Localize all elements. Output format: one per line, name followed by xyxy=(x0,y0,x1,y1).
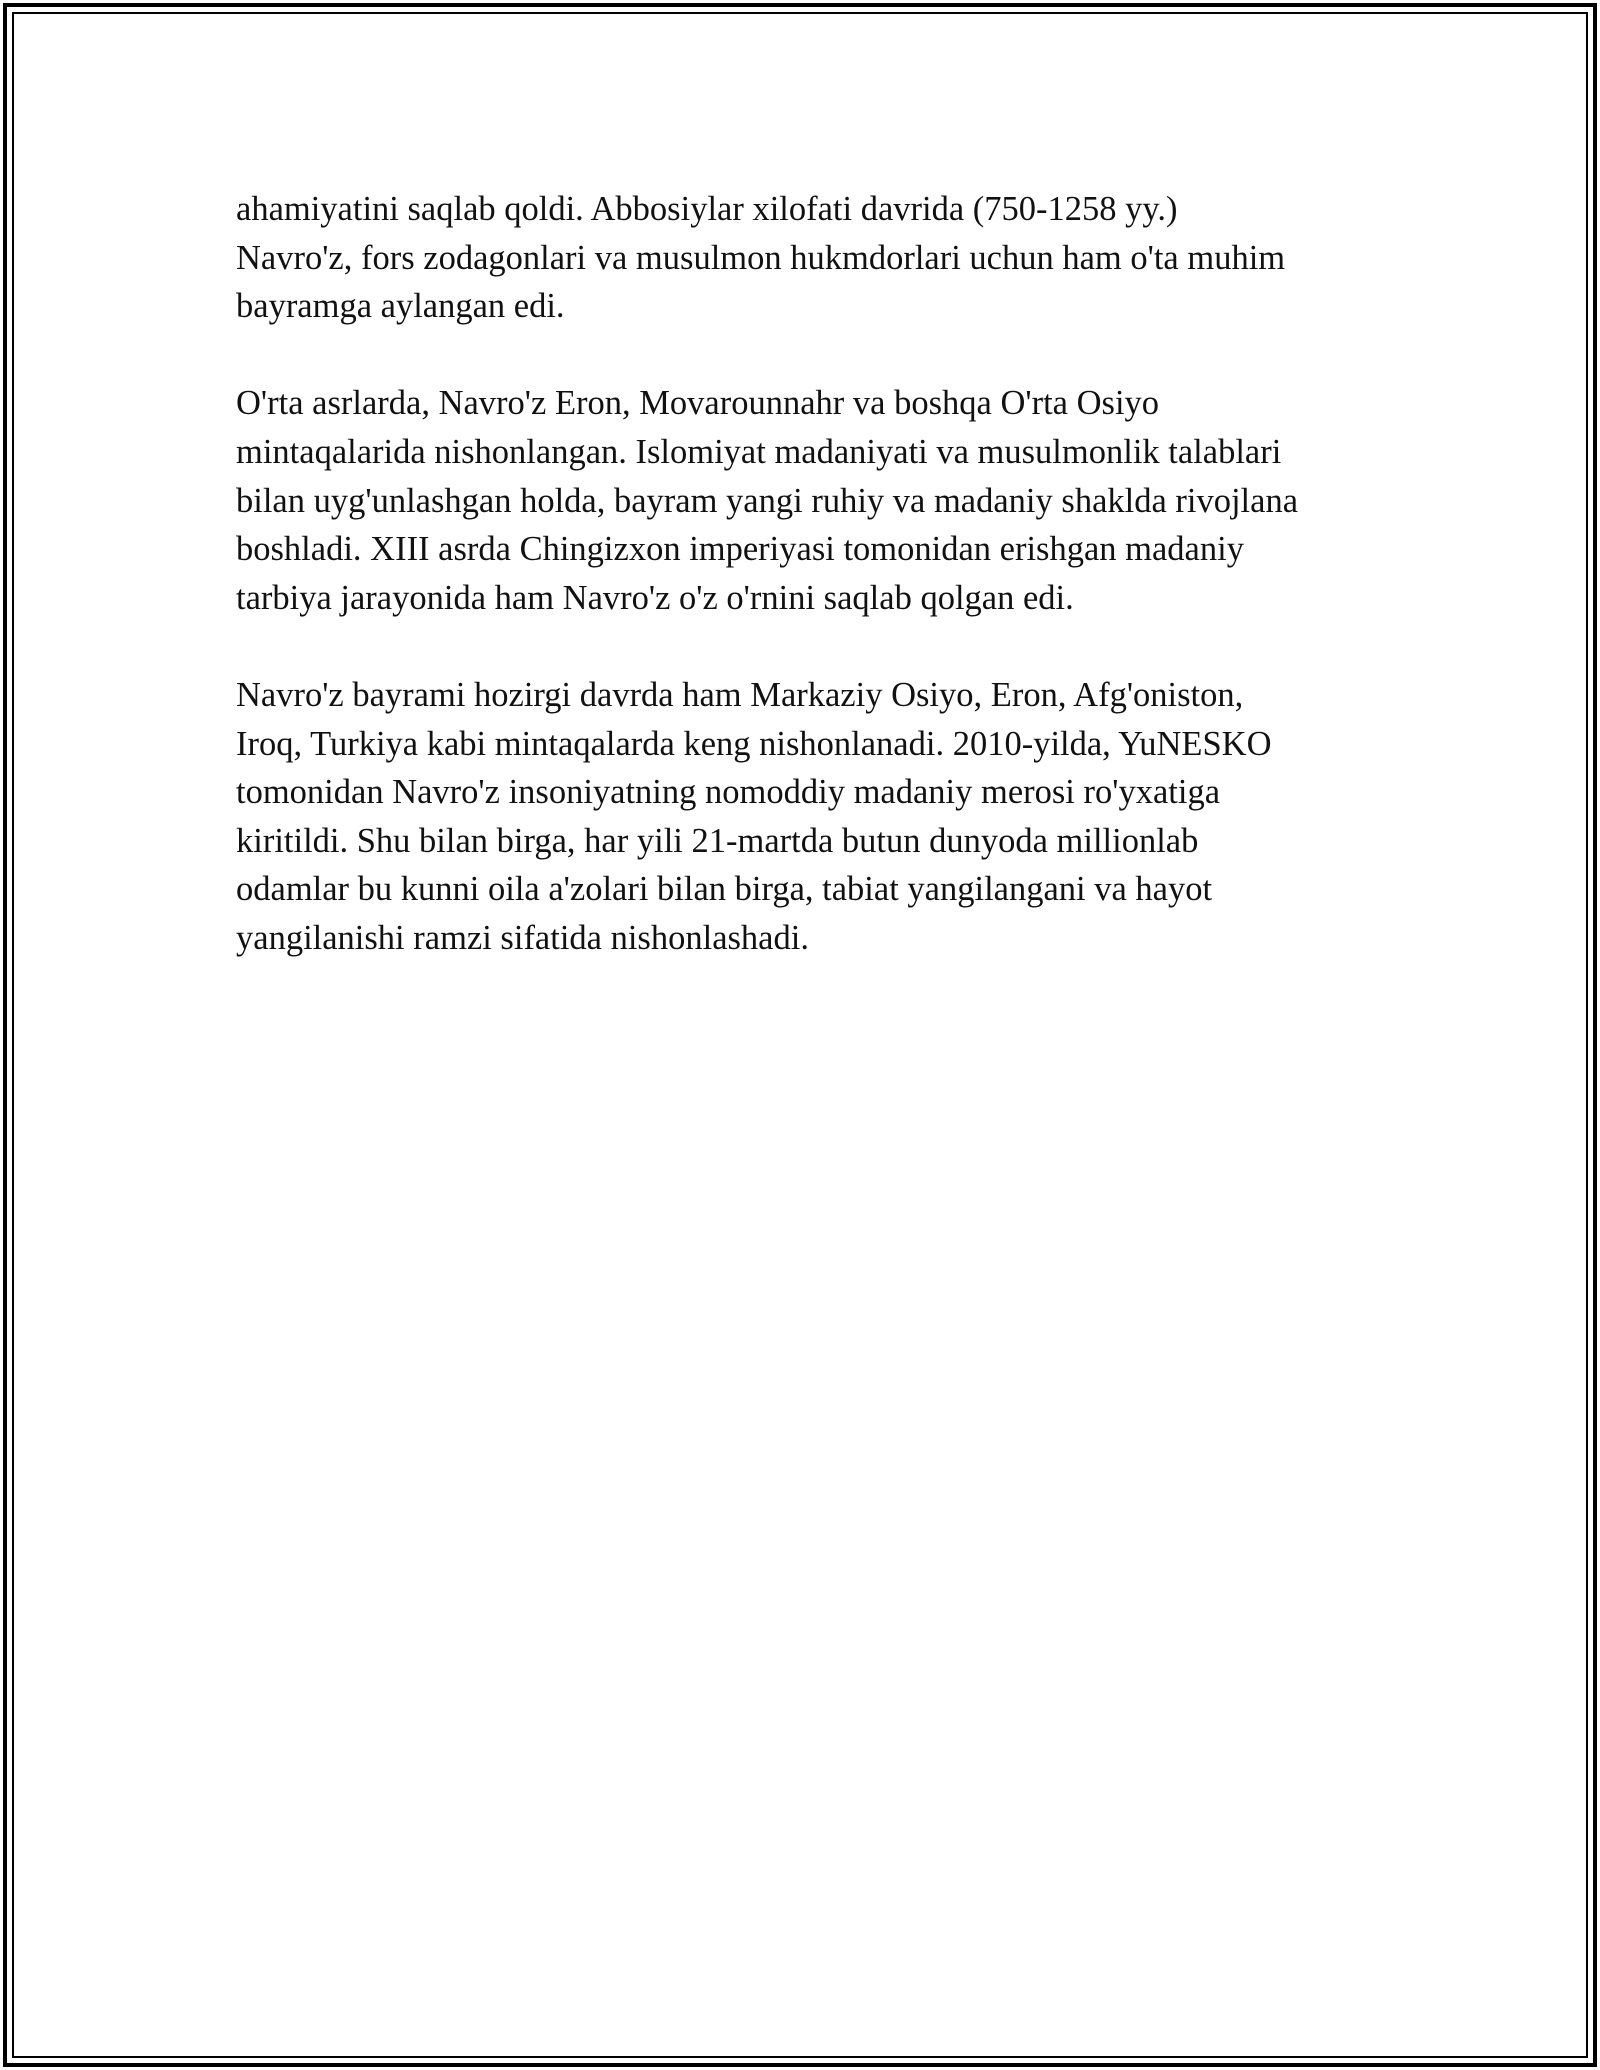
text-line: boshladi. XIII asrda Chingizxon imperiyasi tomonidan erishgan madaniy xyxy=(236,530,1244,569)
text-line: Iroq, Turkiya kabi mintaqalarda keng nishonlanadi. 2010-yilda, YuNESKO xyxy=(236,724,1272,763)
paragraph-3 xyxy=(236,671,1376,963)
text-line: bilan uyg'unlashgan holda, bayram yangi ruhiy va madaniy shaklda rivojlana xyxy=(236,481,1299,520)
text-line: Navro'z bayrami hozirgi davrda ham Markaziy Osiyo, Eron, Afg'oniston, xyxy=(236,675,1244,714)
text-line: odamlar bu kunni oila a'zolari bilan birga, tabiat yangilangani va hayot xyxy=(236,870,1213,909)
text-line: ahamiyatini saqlab qoldi. Abbosiylar xilofati davrida (750-1258 yy.) xyxy=(236,190,1178,228)
text-line: tarbiya jarayonida ham Navro'z o'z o'rnini saqlab qolgan edi. xyxy=(236,578,1074,617)
text-line: O'rta asrlarda, Navro'z Eron, Movarounnahr va boshqa O'rta Osiyo xyxy=(236,384,1160,423)
text-line: Navro'z, fors zodagonlari va musulmon hukmdorlari uchun ham o'ta muhim xyxy=(236,238,1286,277)
paragraph-1 xyxy=(236,185,1376,331)
text-line: kiritildi. Shu bilan birga, har yili 21-martda butun dunyoda millionlab xyxy=(236,821,1199,860)
text-line: bayramga aylangan edi. xyxy=(236,287,565,326)
document-body xyxy=(236,185,1376,1011)
text-line: tomonidan Navro'z insoniyatning nomoddiy madaniy merosi ro'yxatiga xyxy=(236,773,1221,812)
text-line: yangilanishi ramzi sifatida nishonlashadi. xyxy=(236,918,809,957)
text-line: mintaqalarida nishonlangan. Islomiyat madaniyati va musulmonlik talablari xyxy=(236,432,1282,471)
paragraph-2 xyxy=(236,379,1376,622)
